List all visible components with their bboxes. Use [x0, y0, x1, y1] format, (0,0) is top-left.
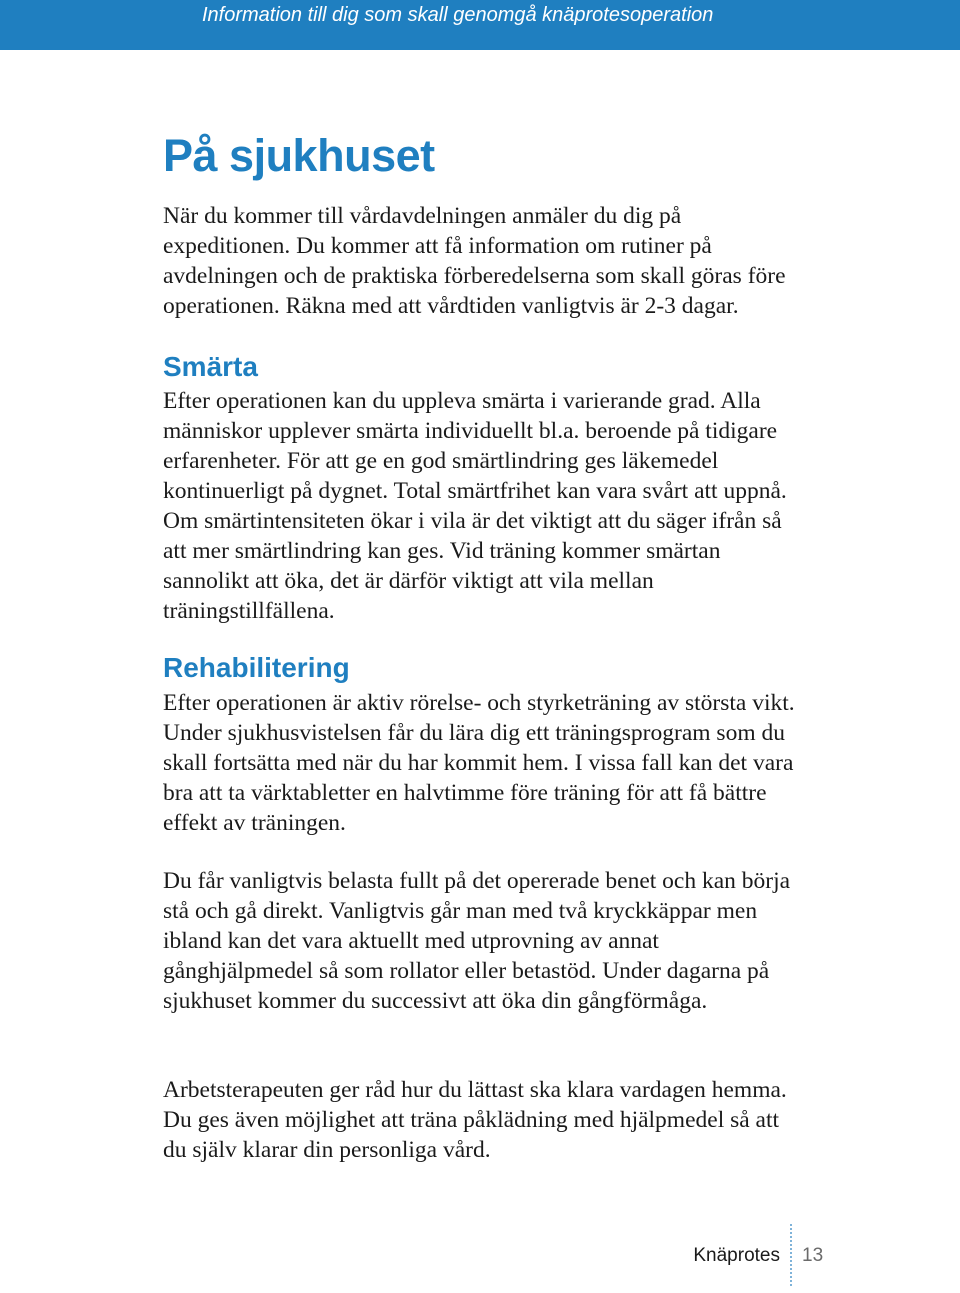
pain-paragraph: Efter operationen kan du uppleva smärta i varierande grad. Alla människor upplever smärta individuellt bl.a. beroende på tidigare erfarenheter. För att ge en god smärtlindring ges läkemedel kontinuerligt på dygnet. Total smärtfrihet kan vara svårt att uppnå. Om smärtintensiteten ökar i vila är det viktigt att du säger ifrån så att mer smärtlindring kan ges. Vid träning kommer smärtan sannolikt att öka, det är därför viktigt att vila mellan träningstillfällena. — [163, 388, 787, 624]
footer-label: Knäprotes — [693, 1245, 780, 1266]
header-title: Information till dig som skall genomgå knäprotesoperation — [202, 4, 714, 26]
footer-divider — [790, 1224, 792, 1286]
page-title: På sjukhuset — [163, 130, 435, 181]
rehab-paragraph-2: Du får vanligtvis belasta fullt på det opererade benet och kan börja stå och gå direkt. Vanligtvis går man med två kryckkäppar men ibland kan det vara aktuellt med utprovning av annat gånghjälpmedel så som rollator eller betastöd. Under dagarna på sjukhuset kommer du successivt att öka din gångförmåga. — [163, 868, 791, 1014]
rehab-paragraph-1: Efter operationen är aktiv rörelse- och styrketräning av största vikt. Under sjukhusvistelsen får du lära dig ett träningsprogram som du skall fortsätta med när du har kommit hem. I vissa fall kan det vara bra att ta värktabletter en halvtimme före träning för att få bättre effekt av träningen. — [163, 690, 795, 836]
section-heading-rehab: Rehabilitering — [163, 652, 350, 683]
intro-paragraph: När du kommer till vårdavdelningen anmäler du dig på expeditionen. Du kommer att få information om rutiner på avdelningen och de praktiska förberedelserna som skall göras före operationen. Räkna med att vårdtiden vanligtvis är 2-3 dagar. — [163, 203, 786, 319]
header-bar — [0, 0, 960, 50]
rehab-paragraph-3: Arbetsterapeuten ger råd hur du lättast ska klara vardagen hemma. Du ges även möjlighet att träna påklädning med hjälpmedel så att du själv klarar din personliga vård. — [163, 1077, 787, 1163]
section-heading-pain: Smärta — [163, 351, 258, 382]
page-number: 13 — [802, 1245, 824, 1266]
